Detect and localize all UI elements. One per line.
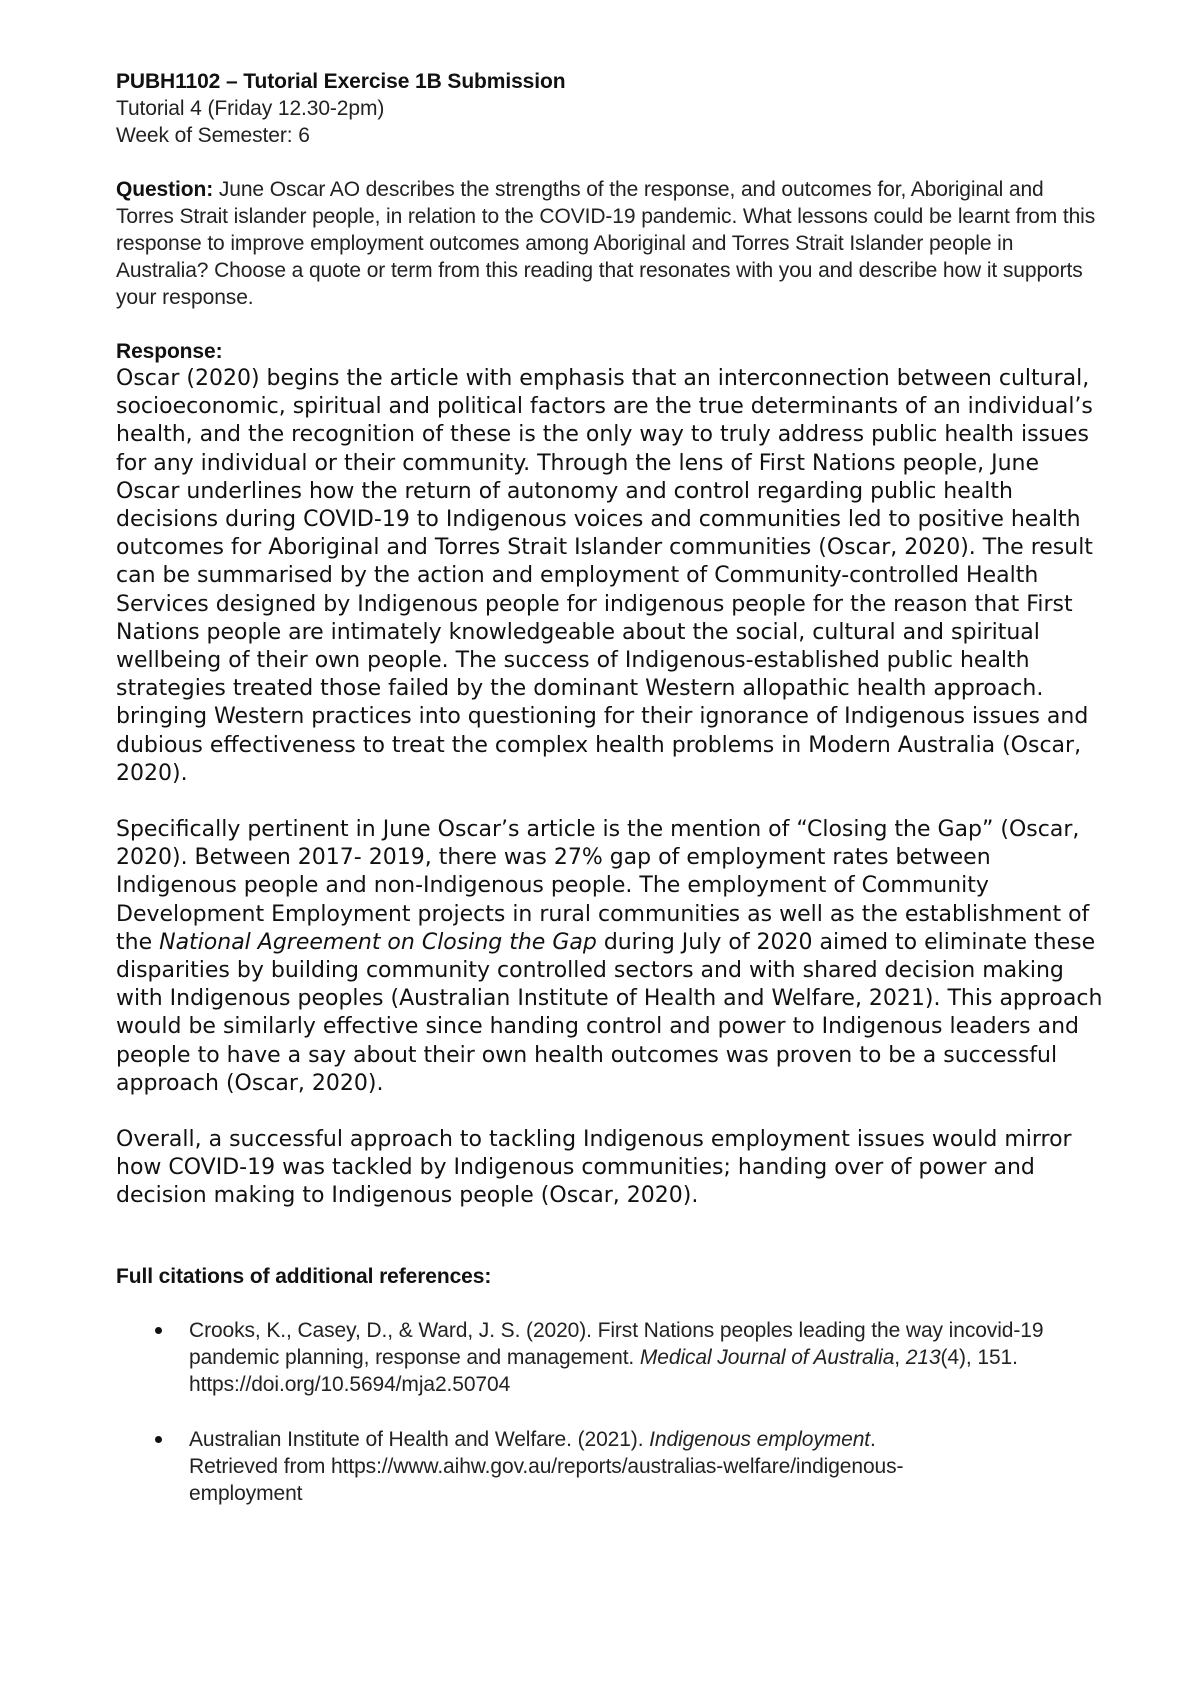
reference-author-year: Australian Institute of Health and Welfare. (2021). bbox=[189, 1427, 650, 1451]
question-label: Question: bbox=[116, 178, 214, 201]
question-text: June Oscar AO describes the strengths of the response, and outcomes for, Aboriginal and Torres Strait islander people, in relation to the COVID-19 pandemic. What lessons could be learnt from this response to improve employment outcomes among Aboriginal and Torres Strait Islander people in Australia? Choose a quote or term from this reading that resonates with you and describe how it supports your response. bbox=[116, 178, 1096, 309]
reference-separator: , bbox=[894, 1345, 906, 1369]
document-page bbox=[116, 68, 1106, 1507]
reference-item-aihw bbox=[116, 1426, 1089, 1507]
reference-issue-doi: (4), 151. https://doi.org/10.5694/mja2.50704 bbox=[189, 1345, 1018, 1396]
paragraph-2-text-b: during July of 2020 aimed to eliminate these disparities by building community controlled sectors and with shared decision making with Indigenous peoples (Australian Institute of Health and Welfare, 2021). This approach would be similarly effective since handing control and power to Indigenous leaders and people to have a say about their own health outcomes was proven to be a successful approach (Oscar, 2020). bbox=[116, 929, 1103, 1096]
bullet-icon bbox=[155, 1327, 162, 1334]
response-paragraph-3: Overall, a successful approach to tackling Indigenous employment issues would mirror how COVID-19 was tackled by Indigenous communities; handing over of power and decision making to Indigenous people (Oscar, 2020). bbox=[116, 1127, 1072, 1209]
reference-item-crooks bbox=[116, 1317, 1089, 1398]
question-block bbox=[116, 176, 1106, 311]
references-heading: Full citations of additional references: bbox=[116, 1264, 492, 1288]
response-paragraph-2 bbox=[116, 816, 1106, 1098]
paragraph-2-text-a: Specifically pertinent in June Oscar’s article is the mention of “Closing the Gap” (Oscar, 2020). Between 2017- 2019, there was 27% gap of employment rates between Indigenous people and non-Indigenous people. The employment of Community Development Employment projects in rural communities as well as the establishment of the bbox=[116, 817, 1090, 955]
reference-authors-title: Crooks, K., Casey, D., & Ward, J. S. (2020). First Nations peoples leading the way incovid-19 pandemic planning, response and management. bbox=[189, 1318, 1044, 1369]
reference-text bbox=[189, 1428, 903, 1505]
response-label: Response: bbox=[116, 340, 223, 363]
tutorial-info: Tutorial 4 (Friday 12.30-2pm) bbox=[116, 97, 385, 120]
reference-list bbox=[116, 1317, 1106, 1507]
response-paragraph-1: Oscar (2020) begins the article with emphasis that an interconnection between cultural, socioeconomic, spiritual and political factors are the true determinants of an individual’s health, and the recognition of these is the only way to truly address public health issues for any individual or their community. Through the lens of First Nations people, June Oscar underlines how the return of autonomy and control regarding public health decisions during COVID-19 to Indigenous voices and communities led to positive health outcomes for Aboriginal and Torres Strait Islander communities (Oscar, 2020). The result can be summarised by the action and employment of Community-controlled Health Services designed by Indigenous people for indigenous people for the reason that First Nations people are intimately knowledgeable about the social, cultural and spiritual wellbeing of their own people. The success of Indigenous-established public health strategies treated those failed by the dominant Western allopathic health approach. bringing Western practices into questioning for their ignorance of Indigenous issues and dubious effectiveness to treat the complex health problems in Modern Australia (Oscar, 2020). bbox=[116, 366, 1093, 786]
agreement-title: National Agreement on Closing the Gap bbox=[159, 929, 597, 955]
week-info: Week of Semester: 6 bbox=[116, 124, 310, 147]
bullet-icon bbox=[155, 1436, 162, 1443]
journal-volume: 213 bbox=[905, 1345, 941, 1369]
document-title: PUBH1102 – Tutorial Exercise 1B Submission bbox=[116, 70, 566, 93]
report-title: Indigenous employment bbox=[649, 1427, 871, 1451]
reference-text bbox=[189, 1319, 1043, 1396]
reference-url: . Retrieved from https://www.aihw.gov.au/reports/australias-welfare/indigenous- employment bbox=[189, 1427, 904, 1505]
journal-name: Medical Journal of Australia bbox=[639, 1345, 895, 1369]
